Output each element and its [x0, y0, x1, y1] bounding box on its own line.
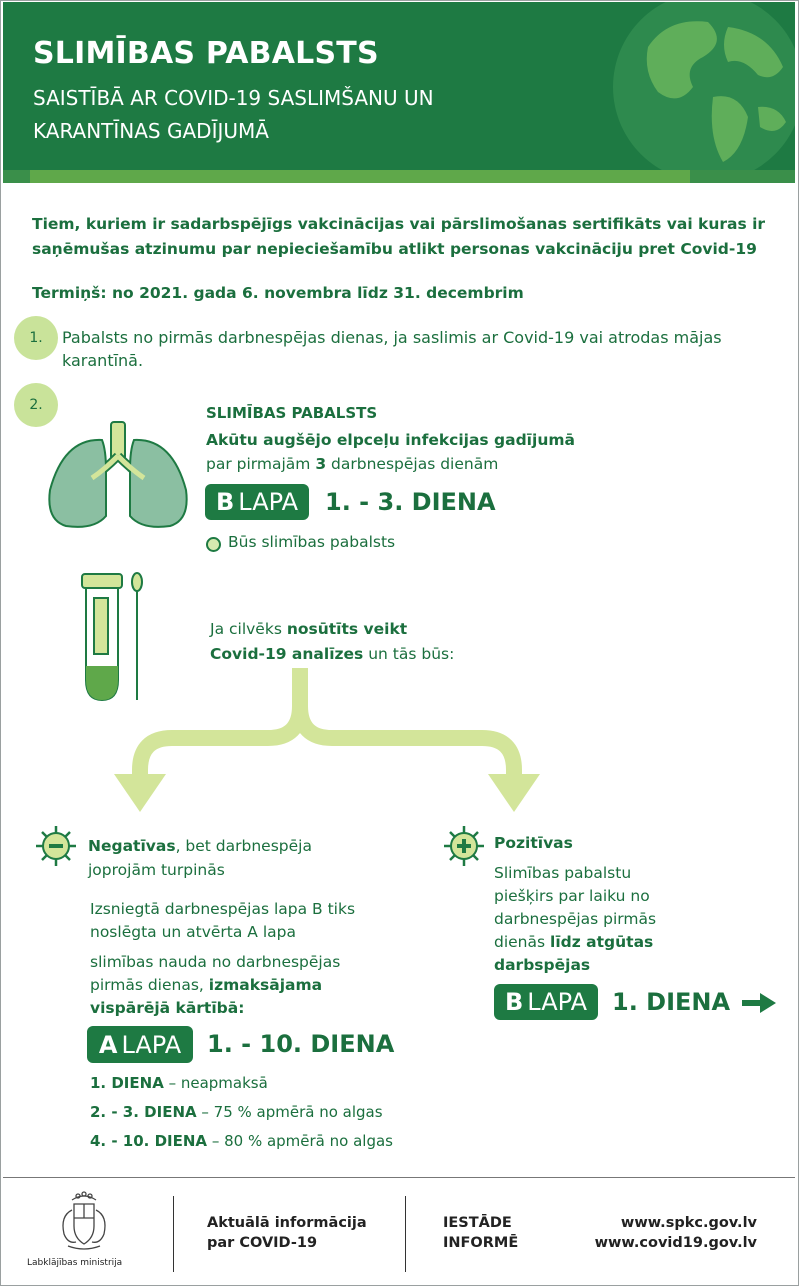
negative-paragraph-2: slimības nauda no darbnespējas pirmās dienas, izmaksājama vispārējā kārtībā: — [90, 953, 341, 1017]
subtitle-line2: KARANTĪNAS GADĪJUMĀ — [33, 119, 269, 143]
infection-subtitle: Akūtu augšējo elpceļu infekcijas gadījumā — [206, 431, 575, 449]
branch-arrow — [100, 666, 560, 816]
page-title: SLIMĪBAS PABALSTS — [33, 36, 379, 71]
payment-row-1: 1. DIENA – neapmaksā — [90, 1074, 268, 1092]
day-1: 1. DIENA — [612, 988, 776, 1016]
benefit-bullet-text: Būs slimības pabalsts — [228, 533, 396, 551]
footer-divider — [3, 1177, 795, 1178]
days-1-3: 1. - 3. DIENA — [325, 488, 496, 516]
ministry-name: Labklājības ministrija — [27, 1258, 123, 1268]
positive-title: Pozitīvas — [494, 834, 573, 852]
covid19-link[interactable]: www.covid19.gov.lv — [594, 1235, 757, 1251]
negative-title: Negatīvas, bet darbnespēja joprojām turpinās — [88, 837, 312, 879]
a-sheet-badge: A LAPA — [87, 1026, 193, 1063]
bullet-dot — [206, 537, 221, 552]
footer-institution: IESTĀDE INFORMĒ — [443, 1215, 519, 1251]
header-stripe — [3, 170, 795, 183]
positive-text: Slimības pabalstu piešķirs par laiku no darbnespējas pirmās dienās līdz atgūtas darbspējas — [494, 864, 657, 974]
step1-text: Pabalsts no pirmās darbnespējas dienas, ja saslimis ar Covid-19 vai atrodas mājas karantīnā. — [62, 328, 722, 370]
globe-icon — [608, 2, 795, 183]
payment-row-2: 2. - 3. DIENA – 75 % apmērā no algas — [90, 1103, 383, 1121]
coat-of-arms-logo — [52, 1190, 116, 1254]
first-days-text: par pirmajām 3 darbnespējas dienām — [206, 455, 499, 473]
term-text: Termiņš: no 2021. gada 6. novembra līdz 31. decembrim — [32, 284, 524, 302]
footer-separator-1 — [173, 1196, 174, 1272]
footer-separator-2 — [405, 1196, 406, 1272]
days-1-10: 1. - 10. DIENA — [207, 1030, 395, 1058]
footer-links — [595, 1213, 757, 1253]
footer-info: Aktuālā informācija par COVID-19 — [207, 1215, 367, 1251]
step-number-1: 1. — [14, 316, 58, 360]
header-banner — [3, 2, 795, 183]
payment-row-3: 4. - 10. DIENA – 80 % apmērā no algas — [90, 1132, 393, 1150]
step-number-2: 2. — [14, 383, 58, 427]
page-subtitle — [33, 82, 553, 148]
sickness-benefit-title: SLIMĪBAS PABALSTS — [206, 404, 378, 422]
plus-virus-icon — [442, 824, 486, 868]
minus-virus-icon — [34, 824, 78, 868]
b-sheet-badge: B LAPA — [205, 484, 309, 520]
spkc-link[interactable]: www.spkc.gov.lv — [620, 1215, 757, 1231]
intro-text: Tiem, kuriem ir sadarbspējīgs vakcinācijas vai pārslimošanas sertifikāts vai kuras ir saņēmušas atzinumu par nepieciešamību atlikt personas vakcināciju pret Covid-19 — [32, 215, 766, 258]
b-sheet-badge-positive: B LAPA — [494, 984, 598, 1020]
arrow-right-icon — [742, 993, 776, 1013]
lungs-icon — [44, 420, 192, 532]
subtitle-line1: SAISTĪBĀ AR COVID-19 SASLIMŠANU UN — [33, 86, 434, 110]
analysis-text: Ja cilvēks nosūtīts veikt Covid-19 analīzes un tās būs: — [210, 620, 455, 663]
negative-paragraph-1: Izsniegtā darbnespējas lapa B tiks noslēgta un atvērta A lapa — [90, 900, 356, 941]
